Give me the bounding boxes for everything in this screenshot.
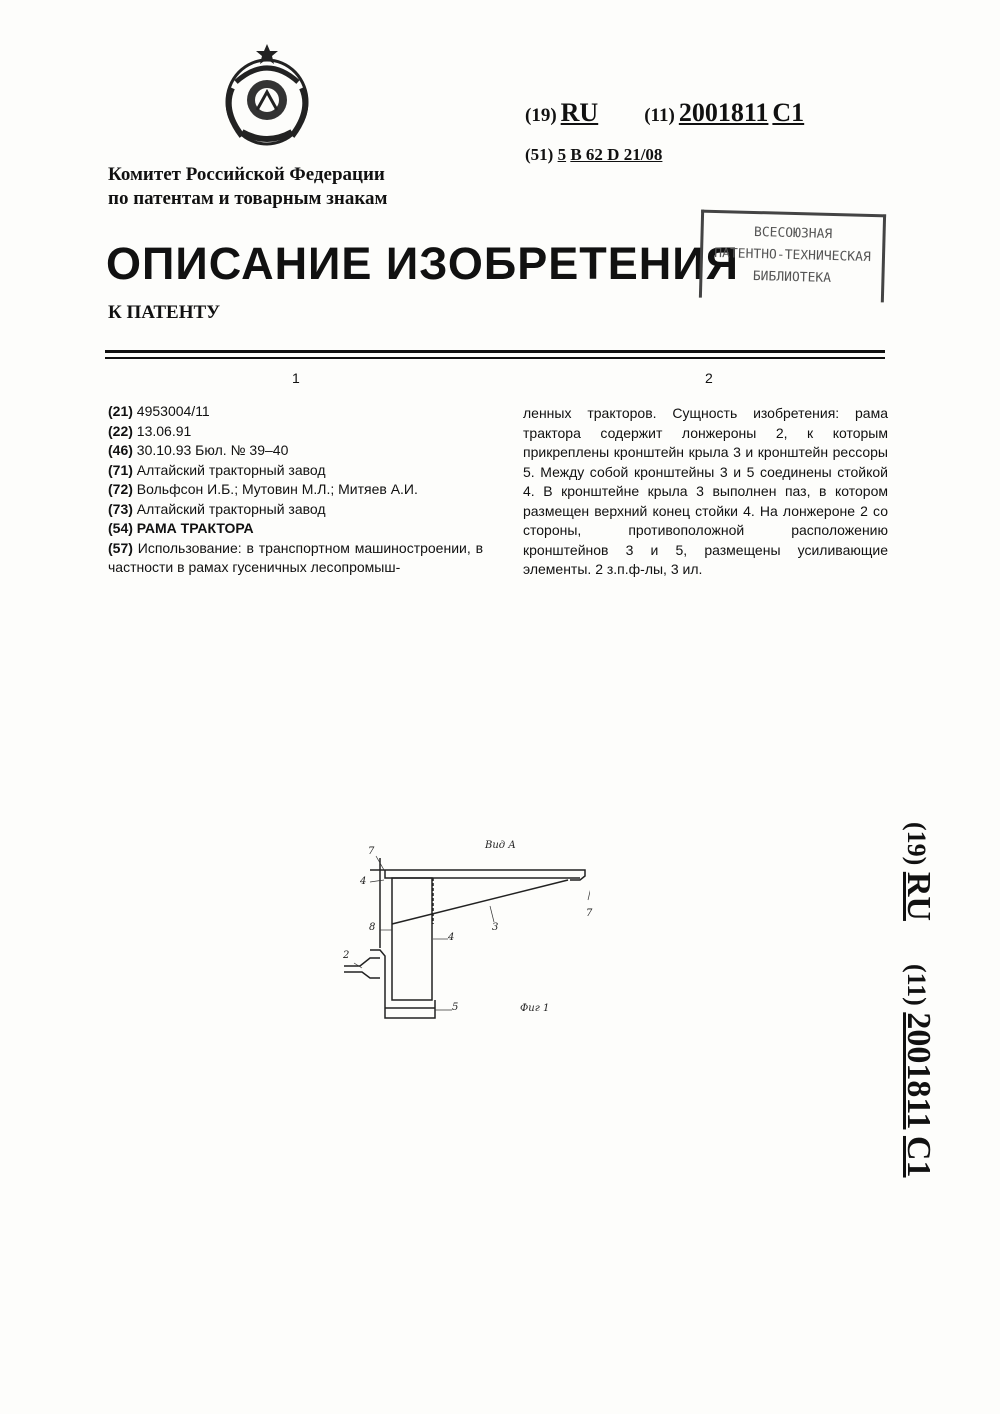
view-label: Вид А (485, 840, 516, 851)
column-number-right: 2 (705, 370, 713, 386)
stamp-line-2: ПАТЕНТНО-ТЕХНИЧЕСКАЯ (714, 245, 871, 266)
header-rule-thick (105, 350, 885, 353)
number-code-label: (11) (644, 105, 675, 126)
side-country: RU (900, 871, 937, 921)
country-code-label: (19) (525, 105, 557, 126)
callout-4-left: 4 (360, 876, 367, 887)
biblio-row: (46) 30.10.93 Бюл. № 39–40 (108, 442, 289, 458)
biblio-row: (73) Алтайский тракторный завод (108, 500, 326, 517)
bibliographic-data (108, 402, 483, 578)
ipc-class: B 62 D 21/08 (570, 145, 663, 164)
committee-line-2: по патентам и товарным знакам (108, 188, 388, 209)
biblio-row: (71) Алтайский тракторный завод (108, 461, 326, 478)
abstract-continuation: ленных тракторов. Сущность изобретения: рама трактора содержит лонжероны 2, к которым прикреплены кронштейн крыла 3 и кронштейн рессоры 5. Между собой кронштейны 3 и 5 соединены стойкой 4. В кронштейне крыла 3 выполнен паз, в котором размещен верхний конец стойки 4. На лонжероне 2 со стороны, противоположной расположению кронштейнов 3 и 5, размещены усиливающие элементы. 2 з.п.ф-лы, 3 ил. (523, 405, 888, 577)
publication-number (525, 98, 804, 128)
biblio-row: (72) Вольфсон И.Б.; Мутовин М.Л.; Митяев А.И. (108, 481, 418, 497)
patent-number: 2001811 (678, 98, 769, 127)
figure-label: Фиг 1 (520, 1003, 550, 1014)
state-emblem-icon (212, 40, 322, 150)
callout-8: 8 (369, 922, 376, 933)
biblio-row: (54) РАМА ТРАКТОРА (108, 520, 254, 536)
committee-line-1: Комитет Российской Федерации (108, 164, 385, 185)
callout-7-right: 7 (586, 908, 593, 919)
abstract-start: (57) Использование: в транспортном машиностроении, в частности в рамах гусеничных лесопромыш- (108, 539, 484, 575)
technical-drawing (340, 838, 593, 1028)
side-country-code-label: (19) (902, 822, 931, 866)
biblio-row: (22) 13.06.91 (108, 422, 192, 439)
ipc-edition: 5 (557, 145, 567, 164)
callout-4: 4 (448, 932, 455, 943)
callout-7-top: 7 (368, 846, 375, 857)
biblio-row: (21) 4953004/11 (108, 403, 210, 419)
side-patent-number (885, 822, 945, 1178)
side-number: 2001811 (900, 1012, 937, 1130)
document-subtitle: К ПАТЕНТУ (108, 302, 221, 323)
library-stamp (699, 210, 886, 303)
side-kind: C1 (900, 1135, 937, 1178)
stamp-line-3: БИБЛИОТЕКА (752, 268, 832, 287)
callout-3: 3 (492, 922, 499, 933)
column-number-left: 1 (292, 370, 300, 386)
header-rule-thin (105, 357, 885, 359)
callout-2: 2 (343, 950, 350, 961)
document-title: ОПИСАНИЕ ИЗОБРЕТЕНИЯ (106, 238, 739, 289)
callout-5: 5 (452, 1002, 459, 1013)
ipc-code-label: (51) (525, 145, 554, 164)
country-code: RU (560, 98, 599, 127)
side-number-code-label: (11) (902, 963, 931, 1006)
patent-kind: C1 (772, 98, 805, 127)
ipc-classification (525, 145, 662, 165)
stamp-line-1: ВСЕСОЮЗНАЯ (753, 224, 833, 243)
committee-name (108, 163, 387, 211)
frame-drawing (340, 838, 593, 1028)
